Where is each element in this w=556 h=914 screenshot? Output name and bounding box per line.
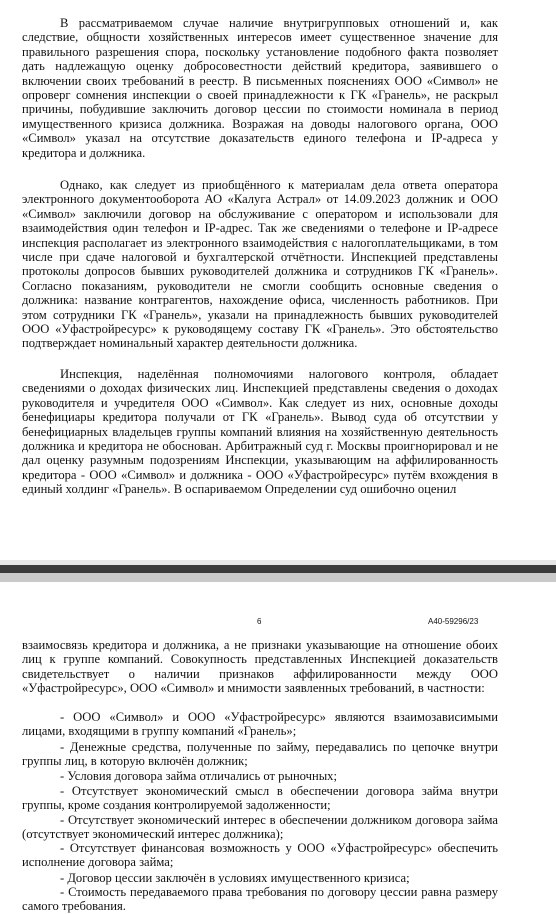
list-item: - Договор цессии заключён в условиях имущественного кризиса;	[60, 871, 410, 885]
paragraph-affiliation-context: В рассматриваемом случае наличие внутригрупповых отношений и, как следствие, общности хозяйственных интересов имеет существенное значение для правильного разрешения спора, поскольку установление подобного факта позволяет дать надлежащую оценку добросовестности действий кредитора, заявившего о включении своих требований в реестр. В письменных пояснениях ООО «Символ» не опроверг сомнения инспекции о своей принадлежности к ГК «Гранель», не раскрыл причины, побудившие заключить договор цессии по стоимости номинала в период имущественного кризиса должника. Возражая на доводы налогового органа, ООО «Символ» указал на отсутствие доказательств единого телефона и IP-адреса у кредитора и должника.	[22, 16, 498, 160]
paragraph-income-evidence: Инспекция, наделённая полномочиями налогового контроля, обладает сведениями о доходах физических лиц. Инспекцией представлены сведения о доходах руководителя и учредителя ООО «Символ». Как следует из них, основные доходы бенефициары кредитора получали от ГК «Гранель». Вывод суда об отсутствии у бенефициарных владельцев группы компаний влияния на хозяйственную деятельность должника и кредитора не обоснован. Арбитражный суд г. Москвы проигнорировал и не дал оценку разумным подозрениям Инспекции, указывающим на аффилированность кредитора - ООО «Символ» и должника - ООО «Уфастройресурс» путём вхождения в единый холдинг «Гранель». В оспариваемом Определении суд ошибочно оценил	[22, 367, 498, 497]
page-separator-dark	[0, 565, 556, 573]
list-item: - Отсутствует экономический интерес в обеспечении должником договора займа (отсутствует экономический интерес должника);	[22, 813, 498, 842]
list-item: - Отсутствует экономический смысл в обеспечении договора займа внутри группы, кроме создания контролируемой задолженности;	[22, 784, 498, 813]
page-separator	[0, 560, 556, 582]
list-item: - Отсутствует финансовая возможность у ООО «Уфастройресурс» обеспечить исполнение договора займа;	[22, 841, 498, 870]
list-item: - Денежные средства, полученные по займу, передавались по цепочке внутри группы лиц, в которую включён должник;	[22, 740, 498, 769]
paragraph-edo-operator-evidence: Однако, как следует из приобщённого к материалам дела ответа оператора электронного документооборота АО «Калуга Астрал» от 14.09.2023 должник и ООО «Символ» заключили договор на обслуживание с оператором и использовали для взаимодействия один телефон и IP-адрес. Так же сведениями о телефоне и IP-адресе инспекция располагает из электронного взаимодействия с налогоплательщиками, в том числе при сдаче налоговой и бухгалтерской отчётности. Инспекцией представлены протоколы допросов бывших руководителей должника и сотрудников ГК «Гранель». Согласно показаниям, руководители не смогли сообщить основные сведения о должника: название контрагентов, нахождение офиса, численность работников. При этом сотрудники ГК «Гранель», указали на принадлежность бывших руководителей ООО «Уфастройресурс» к руководящему составу ГК «Гранель». Это обстоятельство подтверждает номинальный характер деятельности должника.	[22, 178, 498, 351]
page-separator-light	[0, 573, 556, 582]
paragraph-conclusion-intro: взаимосвязь кредитора и должника, а не признаки указывающие на отношение обоих лиц к группе компаний. Совокупность представленных Инспекцией доказательств свидетельствует о наличии признаков аффилированности между ООО «Уфастройресурс», ООО «Символ» и мнимости заявленных требований, в частности:	[22, 638, 498, 696]
list-item: - Стоимость передаваемого права требования по договору цессии равна размеру самого требования.	[22, 885, 498, 914]
list-item: - Условия договора займа отличались от рыночных;	[60, 769, 337, 783]
case-number: А40-59296/23	[428, 617, 479, 626]
list-item: - ООО «Символ» и ООО «Уфастройресурс» являются взаимозависимыми лицами, входящими в группу компаний «Гранель»;	[22, 710, 498, 739]
page-number: 6	[257, 617, 262, 626]
document-page-6	[0, 582, 556, 914]
